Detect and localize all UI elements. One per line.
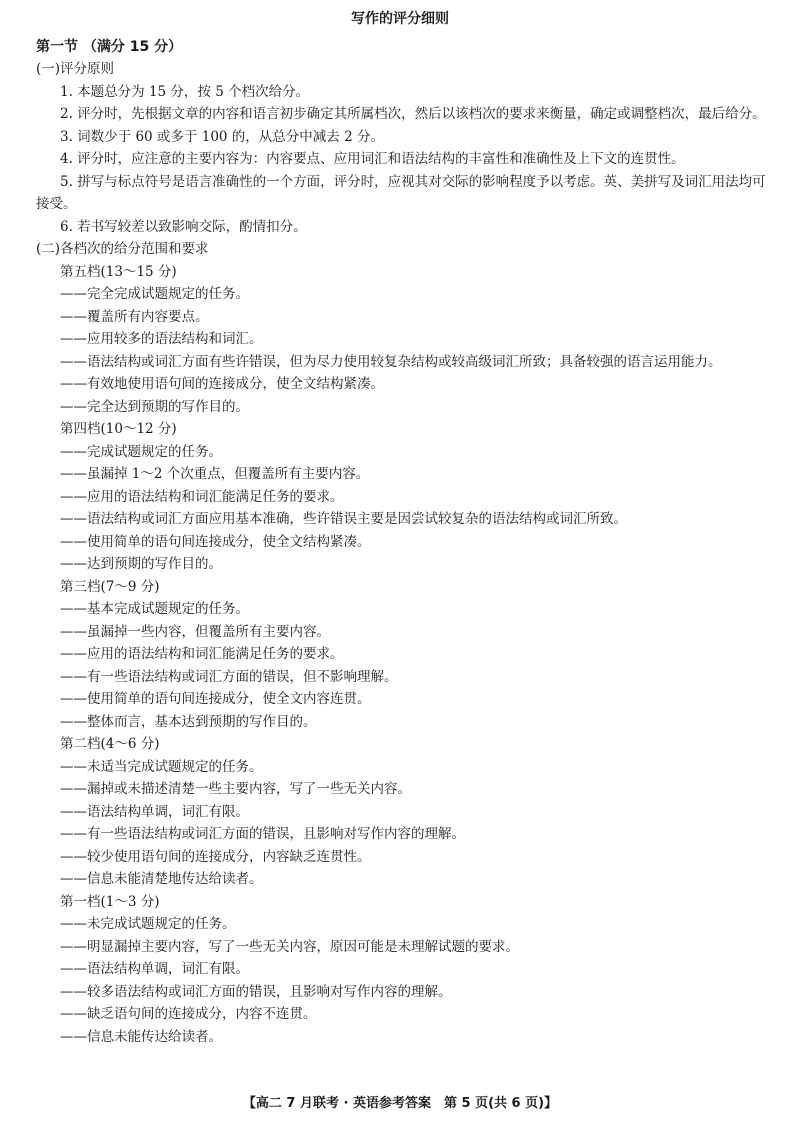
page-footer: 【高二 7 月联考 · 英语参考答案 第 5 页(共 6 页)】 [242, 1096, 558, 1111]
level-item: ——应用的语法结构和词汇能满足任务的要求。 [60, 646, 344, 662]
level-item: ——整体而言，基本达到预期的写作目的。 [60, 713, 317, 730]
principle-item: 3. 词数少于 60 或多于 100 的，从总分中减去 2 分。 [60, 128, 384, 145]
level-item: ——语法结构单调，词汇有限。 [60, 961, 249, 977]
level-label: 第三档(7～9 分) [60, 578, 160, 595]
principle-item: 5. 拼写与标点符号是语言准确性的一个方面，评分时，应视其对交际的影响程度予以考虑。英、美拼写及词汇用法均可接受。 [36, 173, 766, 212]
level-label: 第一档(1～3 分) [60, 893, 160, 910]
level-item: ——有一些语法结构或词汇方面的错误，但不影响理解。 [60, 668, 398, 685]
level-item: ——未完成试题规定的任务。 [60, 916, 236, 932]
levels-heading: (二)各档次的给分范围和要求 [36, 241, 209, 257]
principles-heading: (一)评分原则 [36, 61, 115, 77]
level-label: 第二档(4～6 分) [60, 736, 160, 752]
level-item: ——较多语法结构或词汇方面的错误，且影响对写作内容的理解。 [60, 983, 452, 1000]
level-item: ——信息未能传达给读者。 [60, 1028, 222, 1045]
principle-item: 2. 评分时，先根据文章的内容和语言初步确定其所属档次，然后以该档次的要求来衡量，确定或调整档次，最后给分。 [60, 106, 766, 122]
level-item: ——漏掉或未描述清楚一些主要内容，写了一些无关内容。 [60, 781, 411, 797]
level-item: ——信息未能清楚地传达给读者。 [60, 871, 263, 887]
level-item: ——基本完成试题规定的任务。 [60, 601, 249, 617]
level-item: ——虽漏掉一些内容，但覆盖所有主要内容。 [60, 623, 330, 640]
document-body [36, 58, 776, 1048]
level-item: ——达到预期的写作目的。 [60, 556, 222, 572]
level-item: ——较少使用语句间的连接成分，内容缺乏连贯性。 [60, 848, 371, 865]
principle-item: 1. 本题总分为 15 分，按 5 个档次给分。 [60, 83, 310, 100]
principle-item: 6. 若书写较差以致影响交际，酌情扣分。 [60, 218, 307, 235]
level-item: ——有一些语法结构或词汇方面的错误，且影响对写作内容的理解。 [60, 826, 465, 842]
level-item: ——使用简单的语句间连接成分，使全文结构紧凑。 [60, 533, 371, 550]
level-item: ——未适当完成试题规定的任务。 [60, 758, 263, 775]
level-item: ——语法结构或词汇方面有些许错误，但为尽力使用较复杂结构或较高级词汇所致；具备较强的语言运用能力。 [60, 353, 722, 370]
level-item: ——有效地使用语句间的连接成分，使全文结构紧凑。 [60, 376, 384, 392]
level-item: ——应用的语法结构和词汇能满足任务的要求。 [60, 488, 344, 505]
level-label: 第四档(10～12 分) [60, 421, 177, 437]
page-title: 写作的评分细则 [351, 11, 449, 27]
level-item: ——完成试题规定的任务。 [60, 443, 222, 460]
level-label: 第五档(13～15 分) [60, 263, 177, 280]
level-item: ——明显漏掉主要内容，写了一些无关内容，原因可能是未理解试题的要求。 [60, 938, 519, 955]
level-item: ——语法结构单调，词汇有限。 [60, 803, 249, 820]
level-item: ——虽漏掉 1～2 个次重点，但覆盖所有主要内容。 [60, 466, 370, 482]
level-item: ——完全完成试题规定的任务。 [60, 286, 249, 302]
level-item: ——缺乏语句间的连接成分，内容不连贯。 [60, 1006, 317, 1022]
level-item: ——语法结构或词汇方面应用基本准确，些许错误主要是因尝试较复杂的语法结构或词汇所致。 [60, 511, 627, 527]
principle-item: 4. 评分时，应注意的主要内容为：内容要点、应用词汇和语法结构的丰富性和准确性及上下文的连贯性。 [60, 151, 685, 167]
section-heading: 第一节 （满分 15 分） [36, 39, 183, 55]
level-item: ——覆盖所有内容要点。 [60, 308, 209, 325]
level-item: ——完全达到预期的写作目的。 [60, 398, 249, 415]
level-item: ——应用较多的语法结构和词汇。 [60, 331, 263, 347]
level-item: ——使用简单的语句间连接成分，使全文内容连贯。 [60, 691, 371, 707]
